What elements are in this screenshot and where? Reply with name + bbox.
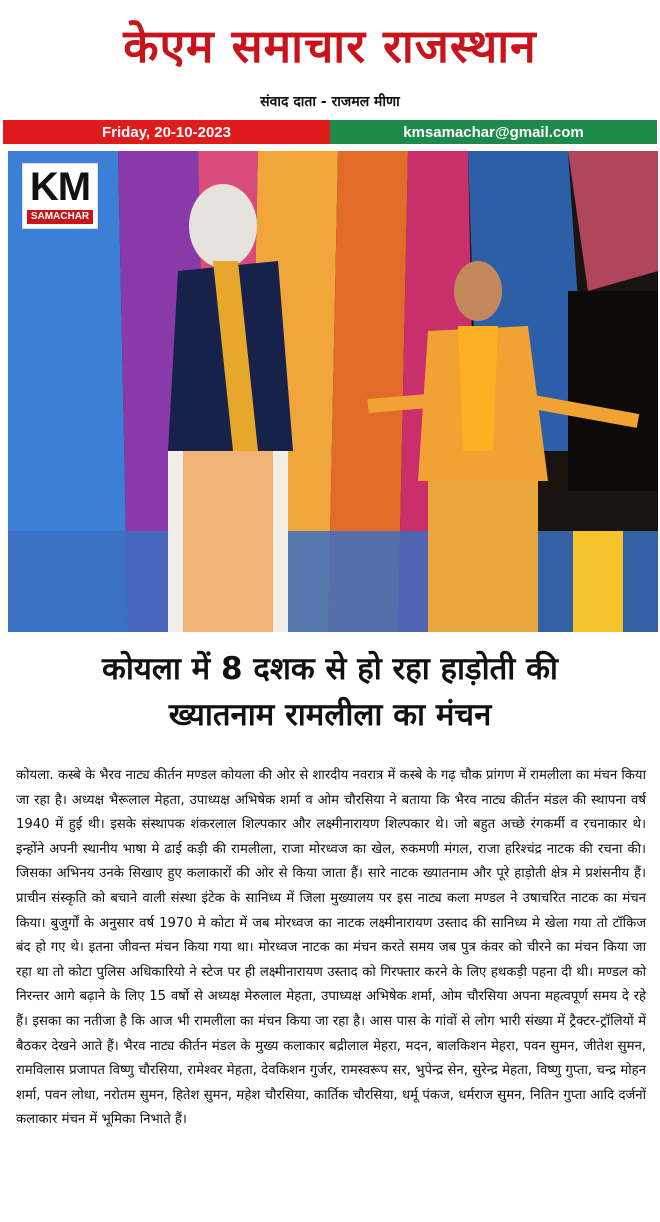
publication-date: Friday, 20-10-2023: [102, 123, 231, 141]
stage-scene-image: [8, 151, 658, 632]
logo-km-text: KM: [29, 165, 91, 209]
logo-samachar-text: SAMACHAR: [27, 210, 93, 224]
km-samachar-logo: [22, 163, 98, 229]
article-body: कोयला. कस्बे के भैरव नाट्य कीर्तन मण्डल कोयला की ओर से शारदीय नवरात्र में कस्बे के गढ़ चौक प्रांगण में रामलीला का मंचन किया जा रहा है। अध्यक्ष भैरूलाल मेहता, उपाध्यक्ष अभिषेक शर्मा व ओम चौरसिया ने बताया कि भैरव नाट्य कीर्तन मंडल की स्थापना वर्ष 1940 में हुई थी। इसके संस्थापक शंकरलाल शिल्पकार और लक्ष्मीनारायण शिल्पकार थे। जो बहुत अच्छे रंगकर्मी व रचनाकार थे। इन्होंने अपनी स्थानीय भाषा मे ढाई कड़ी की रामलीला, राजा मोरध्वज का खेल, रुकमणी मंगल, राजा हरिश्चंद्र नाटक की रचना की। जिसका अभिनय उनके सिखाए हुए कलाकारों की ओर से किया जाता हैं। सारे नाटक ख्यातनाम और पूरे हाड़ोती क्षेत्र मे प्रशंसनीय हैं। प्राचीन संस्कृति को बचाने वाली संस्था इंटेक के सानिध्य में जिला मुख्यालय पर इस नाट्य कला मण्डल ने उषाचरित नाटक का मंचन किया। बुजुर्गों के अनुसार वर्ष 1970 मे कोटा में जब मोरध्वज का नाटक लक्ष्मीनारायण उस्ताद की सानिध्य मे खेला गया तो टॉकिज बंद हो गए थे। इतना जीवन्त मंचन किया गया था। मोरध्वज नाटक का मंचन करते समय जब पुत्र कंवर को चीरने का मंचन किया जा रहा था तो कोटा पुलिस अधिकारियो ने स्टेज पर ही लक्ष्मीनारायण उस्ताद को गिरफ्तार करने के लिए हथकड़ी पहना दी थी। मण्डल को निरन्तर आगे बढ़ाने के लिए 15 वर्षो से अध्यक्ष मेरुलाल मेहता, उपाध्यक्ष अभिषेक शर्मा, ओम चौरसिया अपना महत्वपूर्ण समय दे रहे हैं। इसका का नतीजा है कि आज भी रामलीला का मंचन किया जा रहा है। आस पास के गांवों से लोग भारी संख्या में ट्रैक्टर-ट्रॉलियों में बैठकर देखने आते हैं। भैरव नाट्य कीर्तन मंडल के मुख्य कलाकार बद्रीलाल मेहरा, मदन, बालकिशन मेहरा, पवन सुमन, जीतेश सुमन, रामविलास प्रजापत विष्णु चौरसिया, रामेश्वर मेहता, देवकिशन गुर्जर, रामस्वरूप सर, भुपेन्द्र सेन, सुरेन्द्र मेहता, विष्णु गुप्ता, चन्द्र मोहन शर्मा, पवन लोधा, नरोतम सुमन, हितेश सुमन, महेश चौरसिया, कार्तिक चौरसिया, धर्मू पंकज, धर्मराज सुमन, नितिन गुप्ता आदि दर्जनों कलाकार मंचन में भूमिका निभाते हैं।: [16, 768, 646, 1128]
contact-email[interactable]: kmsamachar@gmail.com: [403, 123, 584, 141]
headline-line-1: कोयला में 8 दशक से हो रहा हाड़ोती की: [102, 651, 558, 687]
reporter-credit: संवाद दाता - राजमल मीणा: [260, 94, 400, 110]
masthead: [0, 0, 660, 120]
ramleela-stage-photo: [8, 151, 658, 632]
email-band: [330, 120, 657, 144]
article-headline: [0, 646, 660, 738]
newspaper-title: केएम समाचार राजस्थान: [123, 19, 537, 73]
date-band: [3, 120, 330, 144]
headline-line-2: ख्यातनाम रामलीला का मंचन: [168, 697, 492, 733]
